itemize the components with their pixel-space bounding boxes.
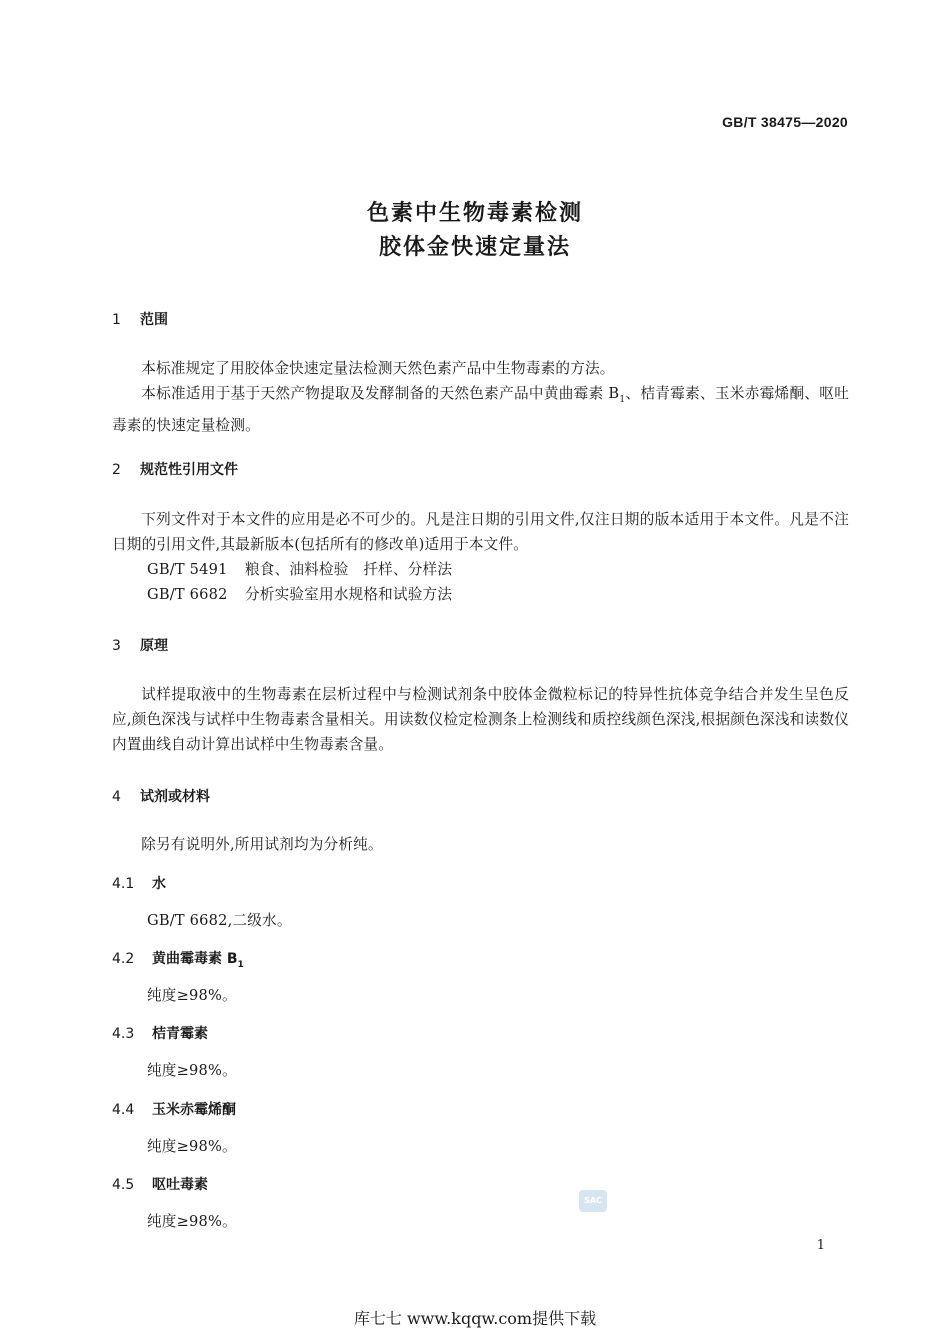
subsection-4-5-heading — [112, 1174, 208, 1194]
section-4-paragraph-1: 除另有说明外,所用试剂均为分析纯。 — [141, 836, 383, 853]
section-number: 3 — [112, 638, 121, 654]
subscript: 1 — [619, 394, 626, 405]
section-1-heading — [112, 309, 168, 329]
section-title: 原理 — [140, 638, 168, 654]
subsection-4-3-text: 纯度≥98%。 — [147, 1062, 237, 1079]
subsection-4-4-heading — [112, 1099, 236, 1119]
subsection-title: 桔青霉素 — [152, 1026, 208, 1042]
subsection-number: 4.4 — [112, 1102, 135, 1118]
standard-code: GB/T 38475—2020 — [722, 114, 848, 130]
reference-code: GB/T 5491 — [147, 561, 228, 578]
download-footer: 库七七 www.kqqw.com提供下载 — [353, 1309, 597, 1328]
subscript: 1 — [237, 959, 244, 970]
doc-title-line1: 色素中生物毒素检测 — [366, 201, 583, 226]
page-number: 1 — [816, 1238, 825, 1253]
subsection-title: 黄曲霉毒素 B — [152, 951, 238, 967]
subsection-4-1-heading — [112, 873, 166, 893]
section-4-heading — [112, 786, 210, 806]
subsection-4-5-text: 纯度≥98%。 — [147, 1213, 237, 1230]
section-title: 试剂或材料 — [140, 789, 210, 805]
reference-item — [147, 582, 452, 607]
section-number: 1 — [112, 312, 121, 328]
reference-title: 粮食、油料检验 扦样、分样法 — [245, 561, 453, 578]
text-part: 本标准适用于基于天然产物提取及发酵制备的天然色素产品中黄曲霉素 B — [141, 385, 620, 402]
section-1-paragraph-2 — [112, 381, 849, 438]
subsection-number: 4.2 — [112, 951, 135, 967]
subsection-4-2-heading — [112, 948, 244, 970]
section-2-paragraph-1: 下列文件对于本文件的应用是必不可少的。凡是注日期的引用文件,仅注日期的版本适用于本文件。凡是不注日期的引用文件,其最新版本(包括所有的修改单)适用于本文件。 — [112, 511, 849, 553]
sac-watermark-logo: SAC — [579, 1190, 607, 1212]
subsection-4-1-text: GB/T 6682,二级水。 — [147, 912, 292, 929]
subsection-title: 玉米赤霉烯酮 — [152, 1102, 236, 1118]
section-1-paragraph-1: 本标准规定了用胶体金快速定量法检测天然色素产品中生物毒素的方法。 — [141, 360, 615, 377]
reference-item — [147, 557, 452, 582]
section-number: 4 — [112, 789, 121, 805]
section-3-heading — [112, 635, 168, 655]
subsection-number: 4.3 — [112, 1026, 135, 1042]
text-part: 、桔青霉素、玉米赤霉烯酮、呕吐毒素的快速定量检测。 — [112, 385, 849, 434]
section-number: 2 — [112, 462, 121, 478]
subsection-number: 4.1 — [112, 876, 135, 892]
subsection-title: 呕吐毒素 — [152, 1177, 208, 1193]
reference-title: 分析实验室用水规格和试验方法 — [245, 586, 453, 603]
section-3-paragraph-1: 试样提取液中的生物毒素在层析过程中与检测试剂条中胶体金微粒标记的特异性抗体竞争结合并发生呈色反应,颜色深浅与试样中生物毒素含量相关。用读数仪检定检测条上检测线和质控线颜色深浅,根据颜色深浅和读数仪内置曲线自动计算出试样中生物毒素含量。 — [112, 686, 849, 753]
doc-title-line2: 胶体金快速定量法 — [378, 235, 571, 260]
subsection-4-4-text: 纯度≥98%。 — [147, 1138, 237, 1155]
section-title: 规范性引用文件 — [140, 462, 238, 478]
subsection-4-3-heading — [112, 1023, 208, 1043]
section-title: 范围 — [140, 312, 168, 328]
reference-code: GB/T 6682 — [147, 586, 228, 603]
subsection-title: 水 — [152, 876, 166, 892]
section-2-heading — [112, 459, 238, 479]
subsection-4-2-text: 纯度≥98%。 — [147, 987, 237, 1004]
subsection-number: 4.5 — [112, 1177, 135, 1193]
